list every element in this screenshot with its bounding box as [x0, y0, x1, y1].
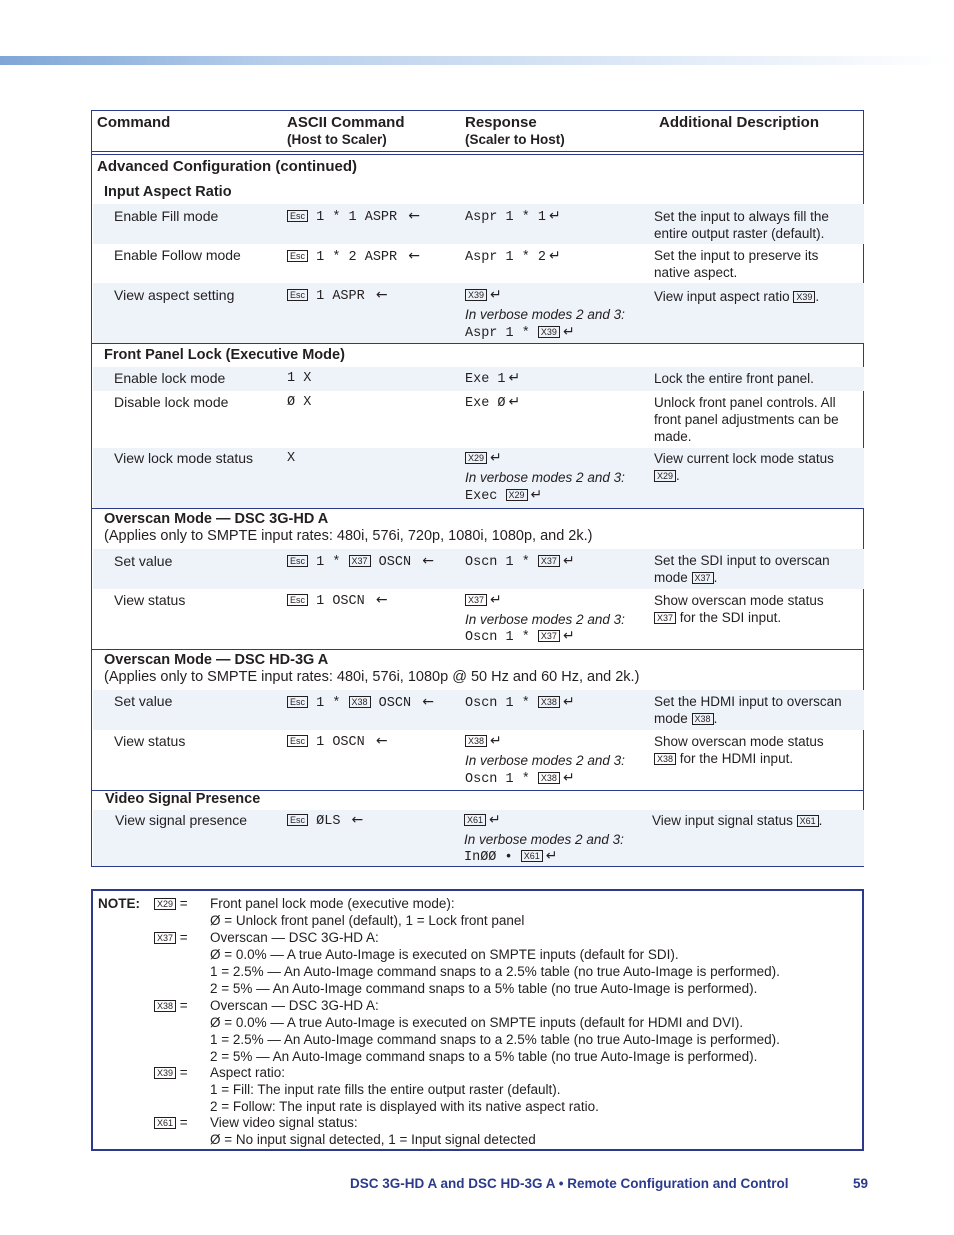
col-header-response-sub: (Scaler to Host) — [465, 132, 565, 147]
description-line: Unlock front panel controls. All — [654, 395, 836, 410]
x38-key: X38 — [692, 713, 714, 725]
response — [465, 288, 502, 304]
row-label: View status — [114, 733, 186, 749]
note-label: NOTE: — [98, 896, 140, 911]
command-text: OSCN — [378, 555, 412, 570]
command-text: 1 * 2 ASPR — [316, 250, 398, 265]
response — [465, 395, 520, 411]
response — [465, 695, 575, 711]
response-verbose — [464, 849, 557, 865]
row-label: Enable lock mode — [114, 370, 226, 386]
x37-key: X37 — [349, 555, 371, 567]
description-line: Set the input to preserve its — [654, 248, 819, 263]
x29-key: X29 — [506, 489, 528, 501]
row-label: View lock mode status — [114, 450, 254, 466]
x38-key: X38 — [538, 772, 560, 784]
command-text: 1 OSCN — [316, 594, 365, 609]
ascii-command — [287, 813, 363, 829]
description-line: View input signal status — [652, 813, 793, 828]
note-key — [154, 896, 188, 911]
note-line: Ø = 0.0% — A true Auto-Image is executed on SMPTE inputs (default for HDMI and DVI). — [210, 1015, 744, 1030]
return-icon: ↵ — [562, 553, 575, 569]
ascii-command: X — [287, 451, 296, 466]
section-title: Advanced Configuration (continued) — [97, 158, 357, 175]
response-verbose — [465, 488, 542, 504]
response-text: Exe 1 — [465, 372, 506, 387]
response-text: Oscn 1 * — [465, 772, 530, 787]
divider — [92, 649, 863, 650]
ascii-command: 1 X — [287, 371, 312, 386]
equals-sign: = — [179, 1115, 188, 1130]
row-label: Enable Follow mode — [114, 247, 241, 263]
description-line: Show overscan mode status — [654, 734, 824, 749]
group-title-overscan-b: Overscan Mode — DSC HD-3G A — [104, 652, 329, 668]
response-verbose — [465, 771, 575, 787]
response-text: Oscn 1 * — [465, 696, 530, 711]
command-table — [91, 110, 864, 867]
row-label: Disable lock mode — [114, 394, 229, 410]
response — [465, 249, 561, 265]
x61-key: X61 — [154, 1117, 176, 1129]
x37-key: X37 — [538, 630, 560, 642]
description-line: mode — [654, 711, 688, 726]
return-icon: ↵ — [530, 487, 543, 503]
description — [654, 394, 839, 445]
x38-key: X38 — [465, 735, 487, 747]
x29-key: X29 — [154, 898, 176, 910]
response — [465, 371, 520, 387]
divider — [92, 151, 863, 152]
description: Set the HDMI input to overscan mode X38 . — [654, 694, 842, 726]
x29-key: X29 — [465, 452, 487, 464]
description-line: front panel adjustments can be — [654, 412, 839, 427]
ascii-command: Ø X — [287, 395, 312, 410]
return-icon: ↵ — [562, 770, 575, 786]
note-line: 1 = 2.5% — An Auto-Image command snaps to a 2.5% table (no true Auto-Image is performed). — [210, 1032, 780, 1047]
note-line: 1 = 2.5% — An Auto-Image command snaps to a 2.5% table (no true Auto-Image is performed). — [210, 964, 780, 979]
ascii-command — [287, 593, 388, 609]
esc-key: Esc — [287, 735, 308, 747]
x61-key: X61 — [521, 850, 543, 862]
x37-key: X37 — [692, 572, 714, 584]
equals-sign: = — [179, 896, 188, 911]
return-icon: ↵ — [562, 694, 575, 710]
response-text: InØØ • — [464, 850, 513, 865]
col-header-response: Response — [465, 114, 537, 131]
col-header-ascii-sub: (Host to Scaler) — [287, 132, 387, 147]
col-header-description: Additional Description — [659, 114, 820, 131]
left-arrow-icon: ← — [422, 694, 434, 710]
return-icon: ↵ — [489, 812, 501, 828]
response-verbose — [465, 629, 575, 645]
left-arrow-icon: ← — [422, 553, 434, 569]
left-arrow-icon: ← — [408, 208, 420, 224]
response — [464, 813, 501, 829]
row-label: Enable Fill mode — [114, 208, 219, 224]
x61-key: X61 — [464, 814, 486, 826]
group-title-overscan-a: Overscan Mode — DSC 3G-HD A — [104, 511, 329, 527]
divider — [92, 154, 863, 155]
return-icon: ↵ — [490, 450, 502, 466]
return-icon: ↵ — [508, 394, 521, 410]
esc-key: Esc — [287, 210, 308, 222]
description-line: Set the SDI input to overscan — [654, 553, 830, 568]
note-line: 2 = Follow: The input rate is displayed with its native aspect ratio. — [210, 1099, 599, 1114]
description: Lock the entire front panel. — [654, 371, 814, 386]
x39-key: X39 — [793, 291, 815, 303]
equals-sign: = — [179, 1065, 188, 1080]
x29-key: X29 — [654, 470, 676, 482]
ascii-command — [287, 554, 434, 570]
response — [465, 554, 575, 570]
left-arrow-icon: ← — [375, 592, 388, 608]
description-line: made. — [654, 429, 692, 444]
divider — [92, 508, 863, 509]
return-icon: ↵ — [549, 208, 561, 224]
note-line: Overscan — DSC 3G-HD A: — [210, 930, 379, 945]
description-line: Set the input to always fill the — [654, 209, 829, 224]
x38-key: X38 — [154, 1000, 176, 1012]
response — [465, 451, 502, 467]
left-arrow-icon: ← — [408, 248, 420, 264]
description-line: Show overscan mode status — [654, 593, 824, 608]
return-icon: ↵ — [490, 733, 502, 749]
note-line: View video signal status: — [210, 1115, 358, 1130]
x61-key: X61 — [797, 815, 819, 827]
description — [654, 208, 829, 242]
row-label: Set value — [114, 693, 173, 709]
description-line: for the SDI input. — [679, 610, 782, 625]
return-icon: ↵ — [549, 248, 561, 264]
row-label: View signal presence — [115, 812, 248, 828]
command-text: 1 * — [316, 555, 341, 570]
response-text: Exe Ø — [465, 396, 506, 411]
response — [465, 734, 502, 750]
group-title-signal: Video Signal Presence — [105, 791, 261, 807]
response — [465, 593, 502, 609]
note-line: Ø = No input signal detected, 1 = Input signal detected — [210, 1132, 536, 1147]
verbose-note: In verbose modes 2 and 3: — [465, 470, 625, 485]
response-text: Aspr 1 * 2 — [465, 250, 547, 265]
left-arrow-icon: ← — [351, 812, 364, 828]
note-box — [91, 889, 864, 1151]
row-label: Set value — [114, 553, 173, 569]
description: View input aspect ratio X39 . — [654, 289, 820, 304]
group-subtitle: (Applies only to SMPTE input rates: 480i, 576i, 1080p @ 50 Hz and 60 Hz, and 2k.) — [104, 669, 640, 685]
footer-title: DSC 3G-HD A and DSC HD-3G A • Remote Configuration and Control — [350, 1176, 789, 1191]
return-icon: ↵ — [508, 370, 521, 386]
ascii-command — [287, 695, 434, 711]
command-text: 1 * — [316, 696, 341, 711]
note-line: Front panel lock mode (executive mode): — [210, 896, 455, 911]
response — [465, 209, 561, 225]
ascii-command — [287, 288, 388, 304]
x37-key: X37 — [654, 612, 676, 624]
col-header-command: Command — [97, 114, 171, 131]
row-label: View aspect setting — [114, 287, 235, 303]
ascii-command — [287, 209, 420, 225]
note-key — [154, 1115, 188, 1130]
command-text: ØLS — [316, 814, 341, 829]
note-line: 1 = Fill: The input rate fills the entire output raster (default). — [210, 1082, 561, 1097]
esc-key: Esc — [287, 289, 308, 301]
note-line: Ø = Unlock front panel (default), 1 = Lock front panel — [210, 913, 525, 928]
description — [654, 247, 818, 281]
verbose-note: In verbose modes 2 and 3: — [465, 612, 625, 627]
response-text: Oscn 1 * — [465, 630, 530, 645]
response-text: Exec — [465, 489, 498, 504]
description-line: native aspect. — [654, 265, 738, 280]
esc-key: Esc — [287, 594, 308, 606]
description-line: View input aspect ratio — [654, 289, 790, 304]
return-icon: ↵ — [562, 628, 575, 644]
x39-key: X39 — [538, 326, 560, 338]
x38-key: X38 — [538, 696, 560, 708]
description-line: entire output raster (default). — [654, 226, 825, 241]
left-arrow-icon: ← — [375, 287, 388, 303]
description-line: View current lock mode status — [654, 451, 834, 466]
divider — [92, 343, 863, 344]
description-line: Set the HDMI input to overscan — [654, 694, 842, 709]
x37-key: X37 — [465, 594, 487, 606]
note-line: 2 = 5% — An Auto-Image command snaps to a 5% table (no true Auto-Image is performed). — [210, 1049, 758, 1064]
left-arrow-icon: ← — [375, 733, 388, 749]
x37-key: X37 — [538, 555, 560, 567]
note-line: Overscan — DSC 3G-HD A: — [210, 998, 379, 1013]
description: View input signal status X61 . — [652, 813, 823, 828]
return-icon: ↵ — [490, 592, 502, 608]
note-key — [154, 930, 188, 945]
group-title-aspect: Input Aspect Ratio — [104, 184, 232, 200]
esc-key: Esc — [287, 814, 308, 826]
note-key — [154, 1065, 188, 1080]
row-label: View status — [114, 592, 186, 608]
response-verbose — [465, 325, 575, 341]
x39-key: X39 — [465, 289, 487, 301]
verbose-note: In verbose modes 2 and 3: — [465, 307, 625, 322]
x39-key: X39 — [154, 1067, 176, 1079]
verbose-note: In verbose modes 2 and 3: — [465, 753, 625, 768]
x38-key: X38 — [349, 696, 371, 708]
response-text: Aspr 1 * — [465, 326, 530, 341]
command-text: 1 * 1 ASPR — [316, 210, 398, 225]
description: Set the SDI input to overscan mode X37 . — [654, 553, 830, 585]
x37-key: X37 — [154, 932, 176, 944]
response-text: Oscn 1 * — [465, 555, 530, 570]
ascii-command — [287, 249, 420, 265]
esc-key: Esc — [287, 696, 308, 708]
header-gradient-bar — [0, 56, 954, 65]
esc-key: Esc — [287, 555, 308, 567]
description: View current lock mode status X29 . — [654, 451, 834, 483]
ascii-command — [287, 734, 388, 750]
response-text: Aspr 1 * 1 — [465, 210, 547, 225]
command-text: 1 OSCN — [316, 735, 365, 750]
command-text: 1 ASPR — [316, 289, 365, 304]
page-number: 59 — [853, 1176, 869, 1191]
description — [654, 592, 824, 626]
description-line: mode — [654, 570, 688, 585]
return-icon: ↵ — [562, 324, 575, 340]
group-title-lock: Front Panel Lock (Executive Mode) — [104, 347, 345, 363]
command-text: OSCN — [378, 696, 412, 711]
description-line: for the HDMI input. — [679, 751, 794, 766]
x38-key: X38 — [654, 753, 676, 765]
return-icon: ↵ — [490, 287, 502, 303]
group-subtitle: (Applies only to SMPTE input rates: 480i, 576i, 720p, 1080i, 1080p, and 2k.) — [104, 528, 593, 544]
verbose-note: In verbose modes 2 and 3: — [464, 832, 624, 847]
note-line: Ø = 0.0% — A true Auto-Image is executed on SMPTE inputs (default for SDI). — [210, 947, 679, 962]
description — [654, 733, 824, 767]
note-line: Aspect ratio: — [210, 1065, 286, 1080]
equals-sign: = — [179, 930, 188, 945]
esc-key: Esc — [287, 250, 308, 262]
equals-sign: = — [179, 998, 188, 1013]
return-icon: ↵ — [545, 848, 558, 864]
note-line: 2 = 5% — An Auto-Image command snaps to a 5% table (no true Auto-Image is performed). — [210, 981, 758, 996]
col-header-ascii: ASCII Command — [287, 114, 405, 131]
note-key — [154, 998, 188, 1013]
